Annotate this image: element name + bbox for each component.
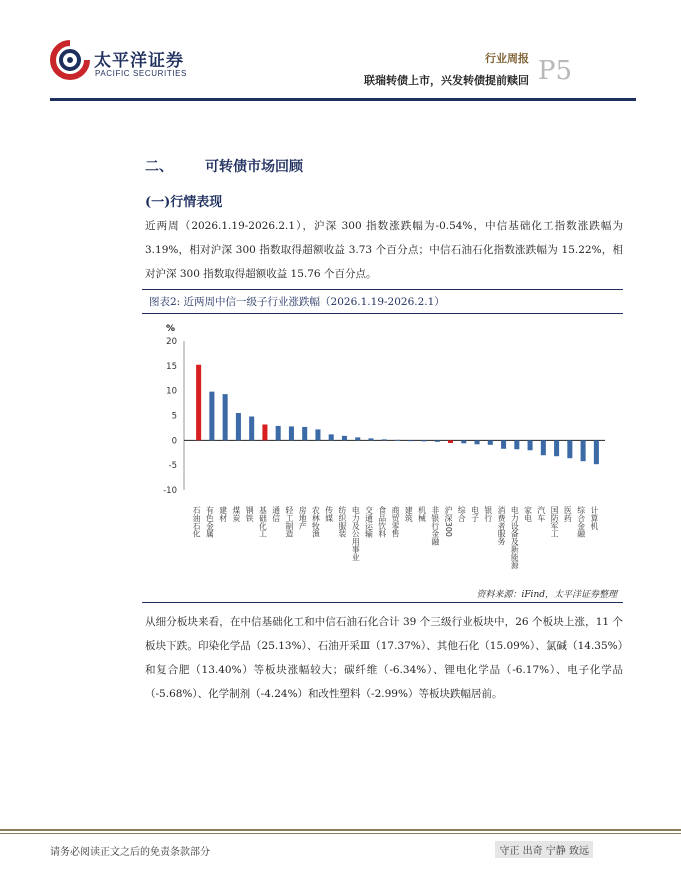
y-tick-label: 15 <box>166 361 177 372</box>
company-logo-icon <box>50 40 90 80</box>
page-number: P5 <box>538 56 573 86</box>
x-category-label: 医药 <box>563 506 573 522</box>
x-category-label: 轻工制造 <box>284 506 294 538</box>
subsection-title: (一)行情表现 <box>145 195 223 210</box>
x-category-label: 消费者服务 <box>497 506 507 546</box>
bar-23 <box>488 440 493 444</box>
bar-9 <box>302 427 307 440</box>
x-category-label: 非银行金融 <box>430 506 440 546</box>
bar-7 <box>276 426 281 440</box>
section-title <box>145 156 303 176</box>
brand-name-cn: 太平洋证券 <box>94 51 184 71</box>
figure-caption-rule <box>142 313 623 314</box>
x-category-label: 汽车 <box>536 506 546 522</box>
bar-29 <box>567 440 572 458</box>
bar-17 <box>408 440 413 441</box>
section-title-text: 可转债市场回顾 <box>205 159 303 175</box>
footer-motto: 守正 出奇 宁静 致远 <box>495 841 593 858</box>
x-category-label: 商贸零售 <box>391 506 400 538</box>
x-category-label: 传媒 <box>324 506 334 522</box>
bar-25 <box>514 440 519 449</box>
footer-divider-thin <box>0 833 681 834</box>
y-tick-label: 10 <box>166 386 177 397</box>
x-category-label: 综合 <box>457 506 467 522</box>
x-category-label: 纺织服装 <box>337 506 347 538</box>
x-category-label: 食品饮料 <box>377 506 387 538</box>
x-category-label: 基础化工 <box>258 506 268 538</box>
bar-30 <box>581 440 586 461</box>
figure-source: 资料来源：iFind，太平洋证券整理 <box>476 590 617 600</box>
bar-28 <box>554 440 559 456</box>
x-category-label: 电子 <box>470 506 480 522</box>
x-category-label: 煤炭 <box>231 506 241 522</box>
y-tick-label: 0 <box>171 436 177 447</box>
x-category-label: 石油石化 <box>192 506 202 538</box>
header-divider <box>50 98 636 101</box>
bar-6 <box>262 424 267 440</box>
report-title: 联瑞转债上市，兴发转债提前赎回 <box>364 74 529 87</box>
footer-disclaimer: 请务必阅读正文之后的免责条款部分 <box>50 847 210 858</box>
y-tick-label: 5 <box>171 411 177 422</box>
figure-caption: 图表2: 近两周中信一级子行业涨跌幅（2026.1.19-2026.2.1） <box>149 296 445 308</box>
bar-15 <box>382 439 387 440</box>
x-category-label: 有色金属 <box>205 506 215 538</box>
bar-19 <box>435 440 440 441</box>
bar-22 <box>475 440 480 444</box>
y-tick-label: -10 <box>163 486 177 496</box>
bar-18 <box>421 440 426 441</box>
x-category-label: 农林牧渔 <box>311 506 321 538</box>
bar-27 <box>541 440 546 455</box>
section-number: 二、 <box>145 159 173 175</box>
x-category-label: 家电 <box>523 506 533 522</box>
figure-bottom-rule <box>142 602 623 603</box>
paragraph-segments: 从细分板块来看，在中信基础化工和中信石油石化合计 39 个三级行业板块中，26 个板块上涨，11 个板块下跌。印染化学品（25.13%）、石油开采Ⅲ（17.37%）、其他石化（15.09%）、氯碱（14.35%）和复合肥（13.40%）等板块涨幅较大；碳纤维（-6.34%）、锂电化学品（-6.17%）、电子化学品（-5.68%）、化学制剂（-4.24%）和改性塑料（-2.99%）等板块跌幅居前。 <box>145 616 623 700</box>
bar-12 <box>342 436 347 440</box>
y-tick-label: -5 <box>168 461 177 472</box>
x-category-label: 建材 <box>218 506 228 522</box>
report-type: 行业周报 <box>485 52 529 65</box>
x-category-label: 沪深300 <box>444 506 454 537</box>
x-category-label: 国防军工 <box>550 506 560 538</box>
x-category-label: 通信 <box>271 506 281 522</box>
x-category-label: 综合金融 <box>576 506 586 538</box>
bar-8 <box>289 426 294 440</box>
bar-11 <box>329 434 334 440</box>
bar-14 <box>368 438 373 440</box>
brand-name-en: PACIFIC SECURITIES <box>95 69 187 78</box>
y-axis-unit-label: % <box>166 324 176 334</box>
bar-10 <box>315 429 320 440</box>
bar-20 <box>448 440 453 443</box>
x-category-label: 电力设备及新能源 <box>510 506 520 569</box>
bar-5 <box>249 416 254 440</box>
x-category-label: 机械 <box>417 506 427 522</box>
x-category-label: 房地产 <box>298 506 308 530</box>
bar-21 <box>461 440 466 443</box>
footer-divider <box>0 829 681 831</box>
bar-4 <box>236 413 241 440</box>
paragraph-market: 近两周（2026.1.19-2026.2.1），沪深 300 指数涨跌幅为-0.54%，中信基础化工指数涨跌幅为 3.19%，相对沪深 300 指数取得超额收益 3.73 个百分点；中信石油石化指数涨跌幅为 15.22%，相对沪深 300 指数取得超额收益 15.76 个百分点。 <box>145 220 623 280</box>
x-category-label: 电力及公用事业 <box>351 506 361 561</box>
bar-26 <box>528 440 533 450</box>
bar-1 <box>196 365 201 441</box>
bar-31 <box>594 440 599 464</box>
bar-3 <box>223 394 228 440</box>
x-category-label: 银行 <box>483 506 493 522</box>
bar-2 <box>209 392 214 441</box>
figure-top-rule <box>142 289 623 290</box>
x-category-label: 钢铁 <box>245 506 255 522</box>
bar-16 <box>395 440 400 441</box>
bar-13 <box>355 437 360 440</box>
x-category-label: 建筑 <box>404 506 414 522</box>
y-tick-label: 20 <box>166 337 177 347</box>
bar-24 <box>501 440 506 448</box>
x-category-label: 交通运输 <box>364 506 374 538</box>
x-category-label: 计算机 <box>589 506 599 530</box>
